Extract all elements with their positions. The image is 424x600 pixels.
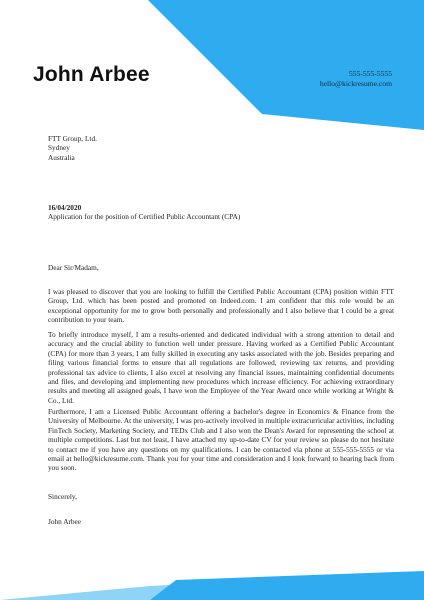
letter-subject: Application for the position of Certified Public Accountant (CPA): [48, 212, 241, 221]
recipient-city: Sydney: [48, 143, 70, 153]
recipient-address: [48, 134, 394, 162]
email-address: hello@kickresume.com: [319, 78, 392, 88]
contact-block: [320, 69, 392, 88]
paragraph-education: Furthermore, I am a Licensed Public Accountant offering a bachelor's degree in Economics & Finance from the University of Melbourne. At the university, I was pro-actively involved in multiple extracurricular activities, including FinTech Society, Marketing Society, and TEDx Club and I also won the Dean's Award for representing the school at multiple competitions. Last but not least, I have attached my up-to-date CV for your review so please do not hesitate to contact me if you have any questions on my qualifications. I can be contacted via phone at 555-555-5555 or via email at hello@kickresume.com. Thank you for your time and consideration and I look forward to hearing back from you soon.: [48, 407, 394, 473]
closing: Sincerely,: [48, 492, 77, 501]
letter-date: 16/04/2020: [48, 203, 82, 212]
recipient-company: FTT Group, Ltd.: [48, 134, 97, 143]
signature: John Arbee: [48, 517, 82, 526]
header-blue-band: [148, 0, 424, 130]
phone-number: 555-555-5555: [348, 69, 392, 78]
footer-blue-band: [150, 571, 424, 600]
paragraph-experience: To briefly introduce myself, I am a results-oriented and dedicated individual with a strong attention to detail and accuracy and the crucial ability to function well under pressure. Having worked as a Certified Public Accountant (CPA) for more than 3 years, I am fully skilled in executing any tasks associated with the job. Besides preparing and filing various financial forms to ensure that all regulations are followed, reviewing tax returns, and providing professional tax advice to clients, I also excel at resolving any financial issues, maintaining confidential documents and files, and developing and implementing new procedures which increase efficiency. For achieving extraordinary results and meeting all assigned goals, I have won the Employee of the Year Award once while working at Wright & Co., Ltd.: [48, 330, 394, 405]
recipient-country: Australia: [48, 152, 75, 162]
applicant-name: John Arbee: [33, 63, 150, 86]
paragraph-introduction: I was pleased to discover that you are looking to fulfill the Certified Public Accountant (CPA) position within FTT Group, Ltd. which has been posted and promoted on Indeed.com. I am confident that this role would be an exceptional opportunity for me to grow both personally and professionally and I also believe that I could be a great contribution to your team.: [48, 287, 394, 325]
salutation: Dear Sir/Madam,: [48, 263, 99, 272]
